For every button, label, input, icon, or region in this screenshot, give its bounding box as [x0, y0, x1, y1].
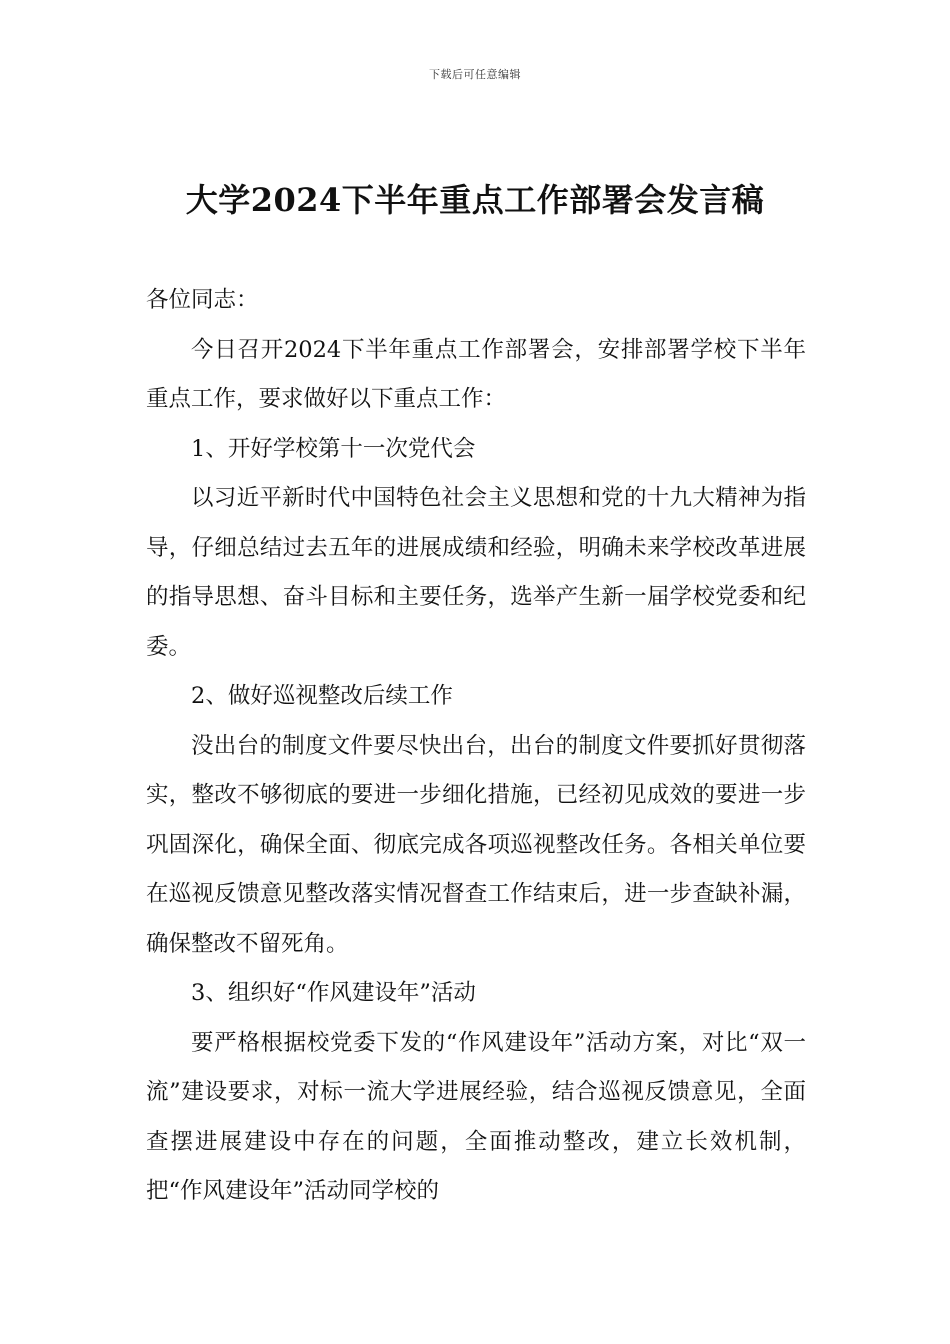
header-note: 下载后可任意编辑 — [429, 68, 521, 81]
section-heading-1: 1、开好学校第十一次党代会 — [191, 435, 476, 462]
section-heading-3: 3、组织好“作风建设年”活动 — [191, 980, 476, 1006]
paragraph-section-1: 以习近平新时代中国特色社会主义思想和党的十九大精神为指导，仔细总结过去五年的进展成绩和经验，明确未来学校改革进展的指导思想、奋斗目标和主要任务，选举产生新一届学校党委和纪委。 — [146, 485, 806, 660]
paragraph-section-2: 没出台的制度文件要尽快出台，出台的制度文件要抓好贯彻落实，整改不够彻底的要进一步细化措施，已经初见成效的要进一步巩固深化，确保全面、彻底完成各项巡视整改任务。各相关单位要在巡视反馈意见整改落实情况督查工作结束后，进一步查缺补漏，确保整改不留死角。 — [146, 732, 806, 957]
paragraph-intro: 今日召开2024下半年重点工作部署会，安排部署学校下半年重点工作，要求做好以下重点工作： — [146, 336, 806, 412]
salutation: 各位同志： — [146, 287, 259, 313]
document-title: 大学2024下半年重点工作部署会发言稿 — [185, 181, 765, 219]
section-heading-2: 2、做好巡视整改后续工作 — [191, 683, 453, 709]
paragraph-section-3: 要严格根据校党委下发的“作风建设年”活动方案，对比“双一流”建设要求，对标一流大学进展经验，结合巡视反馈意见，全面查摆进展建设中存在的问题，全面推动整改，建立长效机制，把“作风建设年”活动同学校的 — [146, 1029, 806, 1204]
document-body — [146, 276, 806, 1217]
